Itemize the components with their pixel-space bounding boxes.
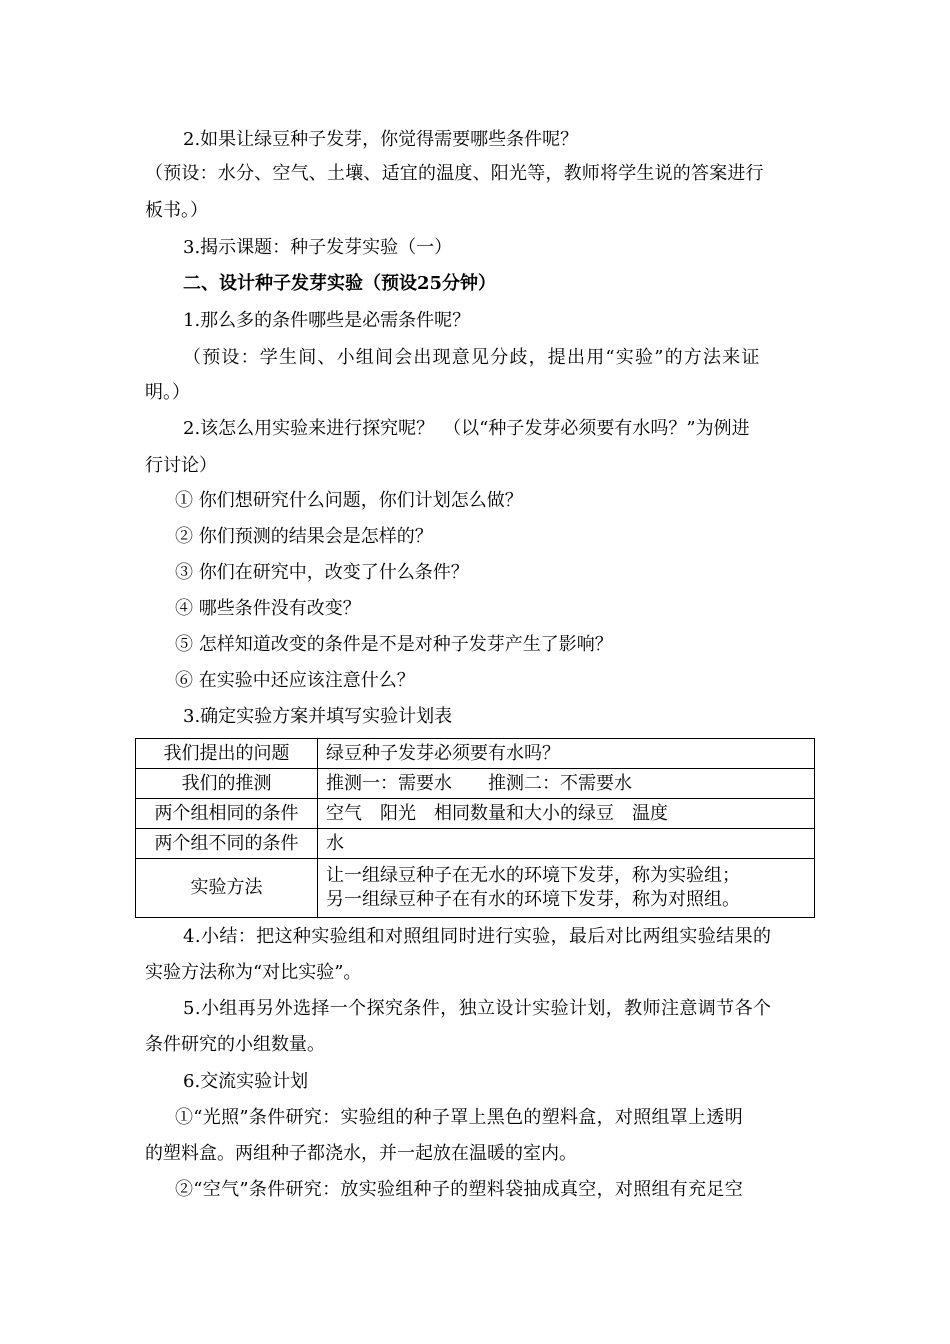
table-cell-label: 我们提出的问题 (136, 739, 318, 769)
paragraph-line: 板书。） (145, 200, 208, 221)
table-row (136, 769, 815, 799)
paragraph-line: 6.交流实验计划 (183, 1071, 309, 1092)
paragraph-line: （预设：水分、空气、土壤、适宜的温度、阳光等，教师将学生说的答案进行 (145, 163, 764, 184)
section-heading: 二、设计种子发芽实验（预设25分钟） (183, 273, 497, 294)
paragraph-line: ①“光照”条件研究：实验组的种子罩上黑色的塑料盒，对照组罩上透明 (175, 1107, 744, 1128)
paragraph-line: （预设：学生间、小组间会出现意见分歧，提出用“实验”的方法来证 (183, 347, 761, 368)
paragraph-line: ②“空气”条件研究：放实验组种子的塑料袋抽成真空，对照组有充足空 (175, 1179, 744, 1200)
list-item: ⑥ 在实验中还应该注意什么？ (175, 670, 415, 691)
paragraph-line: 实验方法称为“对比实验”。 (145, 962, 362, 983)
table-cell-value (318, 859, 815, 918)
list-item: ⑤ 怎样知道改变的条件是不是对种子发芽产生了影响？ (175, 634, 613, 655)
table-row (136, 799, 815, 829)
list-item: ③ 你们在研究中，改变了什么条件？ (175, 562, 469, 583)
paragraph-line: 2.该怎么用实验来进行探究呢？ （以“种子发芽必须要有水吗？”为例进 (183, 418, 750, 439)
paragraph-line: 2.如果让绿豆种子发芽，你觉得需要哪些条件呢？ (183, 129, 579, 150)
table-row (136, 859, 815, 918)
paragraph-line: 3.确定实验方案并填写实验计划表 (183, 706, 453, 727)
paragraph-line: 明。） (145, 382, 190, 403)
table-row (136, 829, 815, 859)
paragraph-line: 的塑料盒。两组种子都浇水，并一起放在温暖的室内。 (145, 1143, 577, 1164)
table-row (136, 739, 815, 769)
table-cell-value: 推测一：需要水 推测二：不需要水 (318, 769, 815, 799)
paragraph-line: 行讨论） (145, 455, 217, 476)
table-cell-label: 我们的推测 (136, 769, 318, 799)
paragraph-line: 条件研究的小组数量。 (145, 1034, 325, 1055)
list-item: ② 你们预测的结果会是怎样的？ (175, 526, 433, 547)
paragraph-line: 4.小结：把这种实验组和对照组同时进行实验，最后对比两组实验结果的 (183, 926, 772, 947)
table-cell-label: 两个组相同的条件 (136, 799, 318, 829)
table-cell-value: 空气 阳光 相同数量和大小的绿豆 温度 (318, 799, 815, 829)
method-line: 让一组绿豆种子在无水的环境下发芽，称为实验组； (326, 865, 740, 886)
paragraph-line: 3.揭示课题：种子发芽实验（一） (183, 237, 453, 258)
experiment-plan-table (135, 738, 815, 918)
paragraph-line: 1.那么多的条件哪些是必需条件呢？ (183, 310, 471, 331)
paragraph-line: 5.小组再另外选择一个探究条件，独立设计实验计划，教师注意调节各个 (183, 998, 772, 1019)
table-cell-value: 水 (318, 829, 815, 859)
table-cell-value: 绿豆种子发芽必须要有水吗？ (318, 739, 815, 769)
table-cell-label: 两个组不同的条件 (136, 829, 318, 859)
list-item: ④ 哪些条件没有改变？ (175, 598, 361, 619)
table-cell-label: 实验方法 (136, 859, 318, 918)
method-line: 另一组绿豆种子在有水的环境下发芽，称为对照组。 (326, 889, 740, 910)
list-item: ① 你们想研究什么问题，你们计划怎么做？ (175, 490, 523, 511)
